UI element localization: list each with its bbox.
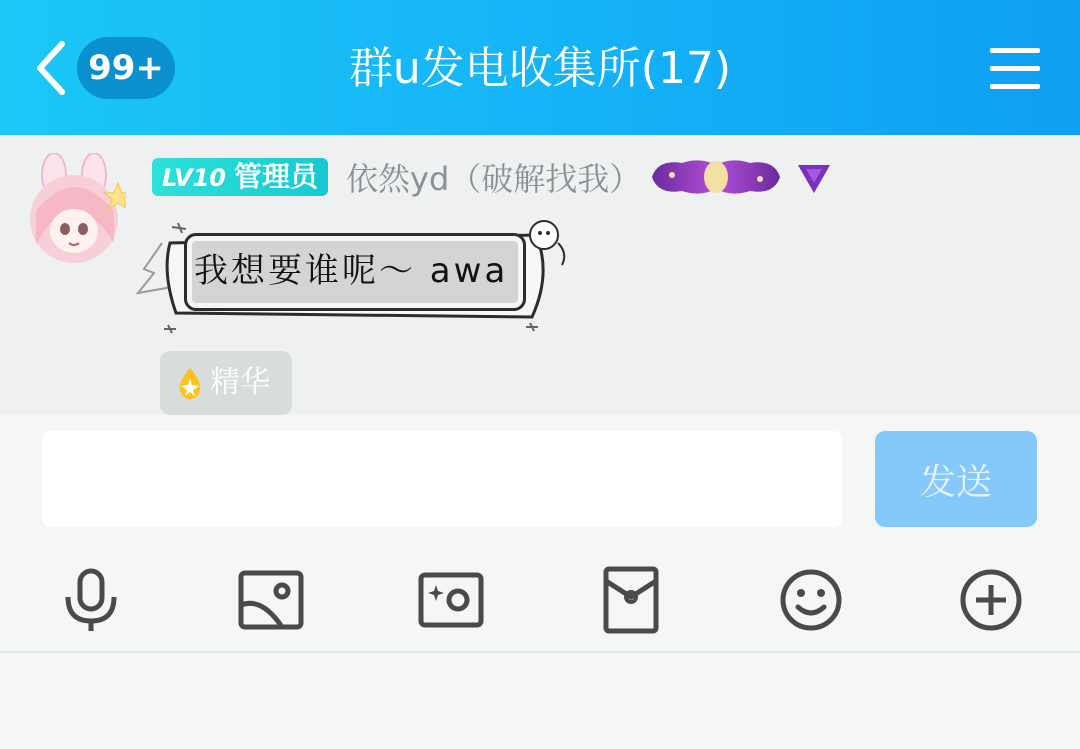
smile-icon (776, 565, 846, 635)
sender-name[interactable]: 依然yd（破解找我） (346, 160, 642, 198)
camera-icon (416, 565, 486, 635)
essence-badge[interactable] (160, 351, 292, 415)
image-icon (236, 565, 306, 635)
red-packet-button[interactable] (596, 565, 666, 635)
message-list (0, 135, 1080, 415)
divider (0, 651, 1080, 653)
microphone-icon (56, 565, 126, 635)
message-text: 我想要谁呢～ awa (194, 251, 509, 291)
rank-triangle-icon (796, 161, 832, 195)
avatar-image (22, 153, 126, 263)
avatar[interactable] (22, 153, 126, 263)
plus-circle-icon (956, 565, 1026, 635)
back-button[interactable] (30, 38, 70, 98)
page-title: 群u发电收集所(17) (348, 43, 732, 94)
level-label: LV10 (162, 164, 226, 192)
chat-header (0, 0, 1080, 135)
menu-button[interactable] (990, 48, 1040, 90)
message-bubble[interactable] (132, 213, 582, 343)
chevron-left-icon (30, 38, 70, 98)
more-button[interactable] (956, 565, 1026, 635)
red-packet-icon (596, 565, 666, 635)
role-label: 管理员 (233, 160, 318, 193)
unread-count-badge[interactable]: 99+ (77, 37, 175, 99)
essence-label: 精华 (210, 365, 270, 400)
camera-button[interactable] (416, 565, 486, 635)
menu-icon (990, 48, 1040, 53)
level-badge (152, 158, 328, 196)
image-button[interactable] (236, 565, 306, 635)
message-input[interactable] (42, 431, 842, 527)
medal-icon (648, 155, 784, 199)
flame-icon (176, 366, 204, 400)
send-button[interactable]: 发送 (875, 431, 1037, 527)
emoji-button[interactable] (776, 565, 846, 635)
voice-button[interactable] (56, 565, 126, 635)
composer (0, 415, 1080, 749)
